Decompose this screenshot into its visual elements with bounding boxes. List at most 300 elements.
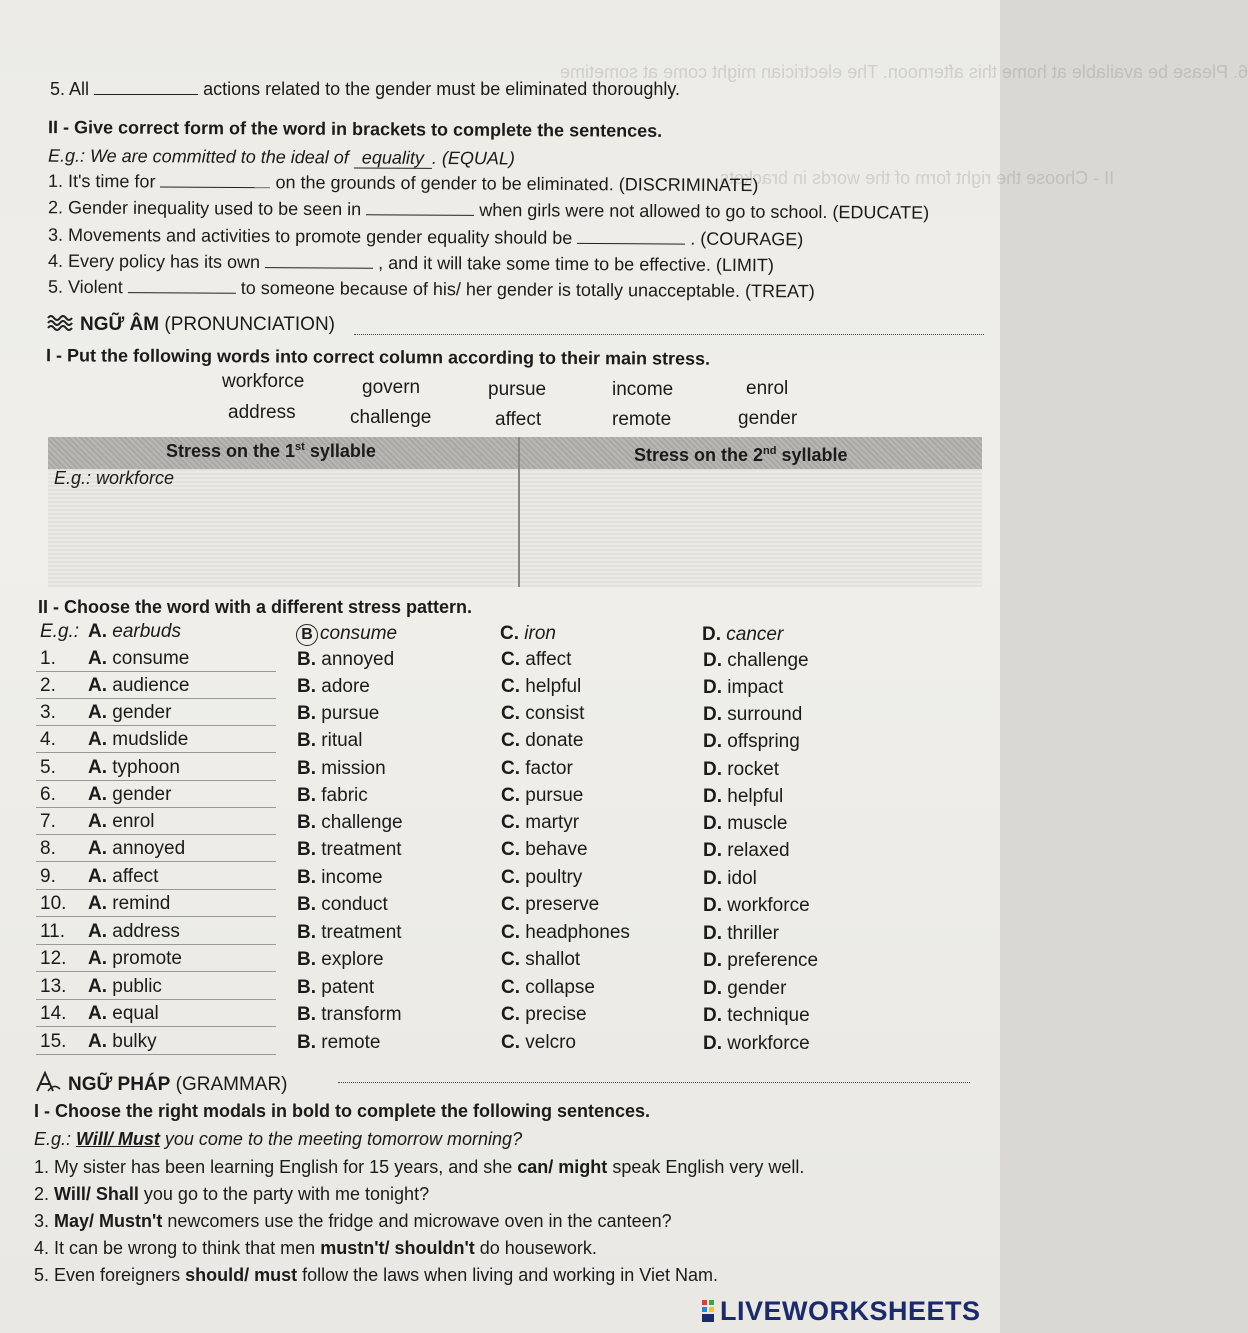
option-word: treatment: [321, 921, 402, 943]
row-rule: [36, 971, 276, 972]
option-word: headphones: [525, 922, 630, 944]
option-c[interactable]: [501, 785, 583, 807]
example-modal: Will/ Must: [76, 1129, 160, 1149]
example-label: E.g.:: [34, 1129, 72, 1149]
option-word: affect: [525, 649, 572, 671]
option-letter: C.: [501, 812, 520, 834]
stress-task-heading: I - Put the following words into correct column according to their main stress.: [45, 345, 711, 369]
liveworksheets-logo: [700, 1296, 981, 1327]
item-text: , and it will take some time to be effective. (LIMIT): [378, 252, 775, 276]
option-b[interactable]: [297, 758, 386, 780]
option-a[interactable]: [88, 976, 162, 998]
row-number-text: 8.: [40, 838, 56, 859]
liveworksheets-logo-icon: [700, 1298, 718, 1324]
modal-item-2: [34, 1183, 429, 1205]
option-word: consume: [320, 623, 398, 644]
option-word: fabric: [321, 784, 368, 806]
modal-choice[interactable]: May/ Mustn't: [54, 1211, 163, 1231]
option-word: ritual: [321, 729, 363, 751]
option-word: address: [112, 921, 180, 942]
option-word: bulky: [112, 1031, 157, 1052]
example-text: E.g.: We are committed to the ideal of: [47, 145, 349, 168]
option-letter: A.: [88, 921, 107, 942]
option-letter: D.: [703, 758, 722, 780]
logo-text: LIVEWORKSHEETS: [720, 1296, 981, 1326]
example-text: . (EQUAL): [431, 147, 515, 169]
header-text: syllable: [776, 445, 848, 465]
option-letter: C.: [500, 623, 519, 644]
option-word: patent: [321, 976, 375, 998]
option-letter: D.: [703, 894, 722, 916]
option-word: cancer: [726, 624, 784, 645]
row-rule: [36, 780, 276, 781]
option-letter: D.: [703, 867, 722, 889]
row-number-text: 1.: [40, 648, 56, 669]
option-c[interactable]: [501, 758, 573, 780]
option-word: remind: [112, 893, 171, 914]
grammar-a-icon: [34, 1071, 62, 1093]
option-word: collapse: [525, 977, 595, 999]
item-text: 3. Movements and activities to promote gender equality should be: [47, 224, 573, 248]
option-d[interactable]: [703, 1005, 810, 1027]
option-letter: A.: [88, 784, 107, 805]
header-text: Stress on the 2: [634, 445, 764, 465]
item-text: 5. Even foreigners: [34, 1265, 181, 1285]
option-c[interactable]: [501, 977, 595, 999]
option-word: idol: [727, 867, 757, 889]
option-word: thriller: [727, 922, 780, 944]
option-letter: D.: [703, 949, 722, 971]
row-rule: [36, 752, 276, 753]
option-d[interactable]: [703, 650, 809, 672]
option-b[interactable]: [297, 839, 402, 861]
top-item: [50, 78, 680, 100]
modal-item-1: [34, 1156, 804, 1178]
option-letter: B.: [297, 729, 316, 751]
answer-blank[interactable]: [160, 173, 270, 189]
example-option-d: [702, 624, 783, 646]
option-letter: D.: [703, 649, 722, 671]
option-letter: D.: [703, 977, 722, 999]
option-word: helpful: [727, 785, 784, 807]
grammar-title: [34, 1071, 288, 1096]
row-number: [40, 976, 66, 998]
word-form-item-1: [48, 170, 759, 196]
option-letter: B.: [297, 757, 316, 779]
bleed-through-text: II - Choose the right form of the words in brackets: [720, 168, 1115, 188]
modal-choice[interactable]: mustn't/ shouldn't: [320, 1238, 475, 1258]
option-word: surround: [727, 703, 803, 725]
option-c[interactable]: [501, 1004, 587, 1026]
option-word: transform: [321, 1003, 402, 1025]
option-b[interactable]: [297, 977, 374, 999]
modal-item-5: [34, 1264, 718, 1286]
word-bank-item: govern: [362, 377, 421, 398]
option-letter: D.: [703, 922, 722, 944]
option-word: pursue: [525, 785, 584, 807]
option-d[interactable]: [703, 1033, 810, 1055]
row-rule: [36, 916, 276, 917]
option-letter: C.: [501, 1004, 520, 1026]
option-letter: D.: [703, 703, 722, 725]
answer-blank[interactable]: [577, 229, 685, 245]
option-c[interactable]: [501, 949, 580, 971]
option-letter: D.: [703, 1032, 722, 1054]
option-letter: A.: [88, 729, 107, 750]
option-a[interactable]: [88, 648, 189, 670]
option-letter: A.: [88, 1003, 107, 1024]
option-letter: C.: [501, 649, 520, 671]
row-number-text: 12.: [40, 948, 67, 969]
option-b[interactable]: [297, 785, 368, 807]
word-bank-item: remote: [612, 409, 672, 430]
option-c[interactable]: [501, 676, 581, 698]
option-word: velcro: [525, 1032, 576, 1054]
option-letter: A.: [88, 702, 107, 723]
option-b[interactable]: [297, 812, 403, 834]
option-word: rocket: [727, 758, 780, 780]
option-word: equal: [112, 1003, 159, 1024]
option-c[interactable]: [501, 649, 571, 671]
option-letter: B.: [297, 838, 316, 860]
row-number: [40, 648, 56, 670]
row-rule: [36, 671, 276, 672]
item-text: when girls were not allowed to go to school. (EDUCATE): [479, 199, 930, 223]
option-letter: A.: [88, 838, 107, 859]
item-text: do housework.: [479, 1238, 597, 1258]
option-word: factor: [525, 758, 573, 780]
option-letter: A.: [88, 976, 107, 997]
item-text: 4. Every policy has its own: [47, 250, 261, 273]
option-letter: D.: [703, 676, 722, 698]
item-text: follow the laws when living and working in Viet Nam.: [302, 1265, 718, 1285]
col-header-second-syllable: [634, 445, 848, 466]
option-letter: C.: [501, 894, 520, 916]
option-d[interactable]: [703, 813, 787, 835]
row-number-text: 7.: [40, 811, 56, 832]
option-d[interactable]: [703, 895, 810, 917]
option-word: consist: [525, 703, 585, 725]
row-rule: [36, 725, 276, 726]
option-a[interactable]: [88, 729, 188, 751]
option-word: annoyed: [321, 648, 395, 670]
option-c[interactable]: [501, 812, 579, 834]
option-b[interactable]: [297, 922, 402, 944]
option-word: promote: [112, 948, 182, 969]
row-number: [40, 784, 56, 806]
word-bank-item: pursue: [488, 379, 547, 400]
option-c[interactable]: [501, 867, 582, 889]
option-letter: B.: [297, 675, 316, 697]
example-answer: equality: [354, 147, 432, 168]
example-option-b-circled: [296, 623, 397, 646]
option-letter: B.: [297, 784, 316, 806]
row-number: [40, 866, 56, 888]
option-letter: B.: [297, 702, 316, 724]
row-number: [40, 948, 66, 970]
option-word: earbuds: [112, 621, 181, 642]
option-c[interactable]: [501, 894, 599, 916]
option-b[interactable]: [297, 1004, 402, 1026]
item-text: 5. All: [50, 79, 90, 99]
item-text: 1. My sister has been learning English for 15 years, and she: [34, 1157, 513, 1177]
divider: [338, 1082, 970, 1083]
option-word: workforce: [727, 894, 810, 916]
option-d[interactable]: [703, 978, 786, 1000]
option-word: conduct: [321, 893, 388, 915]
option-letter: B.: [297, 893, 316, 915]
option-d[interactable]: [703, 950, 818, 972]
row-number-text: 5.: [40, 757, 56, 778]
option-letter: A.: [88, 648, 107, 669]
option-b[interactable]: [297, 676, 370, 698]
row-number: [40, 675, 56, 697]
item-text: you go to the party with me tonight?: [143, 1184, 430, 1204]
col-header-first-syllable: [166, 441, 376, 462]
option-word: helpful: [525, 676, 582, 698]
option-word: offspring: [727, 730, 800, 752]
option-word: adore: [321, 675, 370, 697]
row-rule: [36, 1026, 276, 1027]
item-text: newcomers use the fridge and microwave oven in the canteen?: [167, 1211, 672, 1231]
option-letter: A.: [88, 675, 107, 696]
option-word: gender: [112, 784, 172, 805]
modal-choice[interactable]: Will/ Shall: [54, 1184, 139, 1204]
option-b[interactable]: [297, 703, 379, 725]
option-b[interactable]: [297, 1032, 380, 1054]
row-rule: [36, 1054, 276, 1055]
table-divider: [518, 437, 520, 587]
option-a[interactable]: [88, 948, 182, 970]
row-number: [40, 1003, 66, 1025]
option-letter: D.: [702, 624, 721, 645]
option-a[interactable]: [88, 921, 180, 943]
row-number: [40, 729, 56, 751]
modal-choice[interactable]: should/ must: [185, 1265, 298, 1285]
option-word: remote: [321, 1031, 381, 1053]
word-bank-item: affect: [495, 409, 542, 430]
option-word: annoyed: [112, 838, 186, 859]
option-d[interactable]: [703, 840, 790, 862]
option-letter: C.: [501, 730, 520, 752]
row-number: [40, 757, 56, 779]
option-d[interactable]: [703, 868, 757, 890]
example-label: E.g.:: [40, 621, 80, 642]
option-letter: A.: [88, 948, 107, 969]
option-word: workforce: [727, 1032, 810, 1054]
option-letter: C.: [501, 703, 520, 725]
option-letter: A.: [88, 811, 107, 832]
option-letter: A.: [88, 866, 107, 887]
option-letter: C.: [501, 676, 520, 698]
section-title-en: (PRONUNCIATION): [164, 314, 336, 335]
item-text: to someone because of his/ her gender is totally unacceptable. (TREAT): [240, 277, 815, 302]
answer-blank[interactable]: [128, 278, 236, 294]
option-d[interactable]: [703, 759, 779, 781]
option-letter: D.: [703, 812, 722, 834]
option-word: enrol: [112, 811, 155, 832]
option-word: preserve: [525, 894, 600, 916]
section-title-en: (GRAMMAR): [175, 1074, 288, 1095]
modal-item-4: [34, 1237, 597, 1259]
option-a[interactable]: [88, 702, 171, 724]
answer-blank[interactable]: [366, 200, 474, 216]
option-letter: B.: [297, 976, 316, 998]
option-b[interactable]: [297, 949, 384, 971]
answer-blank[interactable]: [94, 80, 198, 95]
option-letter: B.: [297, 948, 316, 970]
option-word: poultry: [525, 867, 583, 889]
option-a[interactable]: [88, 1031, 157, 1053]
item-text: 1. It's time for: [47, 170, 156, 192]
row-rule: [36, 807, 276, 808]
option-d[interactable]: [703, 704, 802, 726]
word-bank-item: income: [612, 379, 674, 400]
option-b[interactable]: [297, 730, 362, 752]
first-syllable-answer-area[interactable]: [50, 498, 516, 584]
example-option-c: [500, 623, 556, 645]
second-syllable-answer-area[interactable]: [522, 472, 980, 584]
row-rule: [36, 834, 276, 835]
row-number: [40, 838, 56, 860]
option-word: consume: [112, 648, 190, 669]
word-form-item-4: [48, 250, 774, 276]
option-letter: A.: [88, 1031, 107, 1052]
row-number-text: 9.: [40, 866, 56, 887]
option-word: explore: [321, 948, 384, 970]
pronunciation-title: [46, 313, 335, 336]
option-c[interactable]: [501, 703, 584, 725]
row-number-text: 3.: [40, 702, 56, 723]
option-b[interactable]: [297, 649, 394, 671]
option-c[interactable]: [501, 730, 583, 752]
option-word: donate: [525, 730, 584, 752]
option-c[interactable]: [501, 922, 630, 944]
option-c[interactable]: [501, 1032, 576, 1054]
header-sup: st: [295, 441, 305, 453]
option-d[interactable]: [703, 786, 783, 808]
option-letter: D.: [703, 730, 722, 752]
word-form-item-3: [48, 224, 803, 251]
option-letter: B.: [297, 1031, 316, 1053]
item-text: 3.: [34, 1211, 50, 1231]
option-d[interactable]: [703, 923, 779, 945]
option-a[interactable]: [88, 1003, 159, 1025]
item-text: on the grounds of gender to be eliminated. (DISCRIMINATE): [275, 172, 759, 196]
option-word: gender: [112, 702, 172, 723]
different-stress-heading: II - Choose the word with a different stress pattern.: [38, 597, 473, 617]
row-rule: [36, 889, 276, 890]
row-number-text: 13.: [40, 976, 67, 997]
word-bank-item: gender: [738, 408, 798, 429]
option-b[interactable]: [297, 894, 388, 916]
option-word: public: [112, 976, 162, 997]
word-form-example: [48, 145, 515, 170]
option-word: challenge: [727, 649, 809, 671]
option-a[interactable]: [88, 838, 185, 860]
header-text: Stress on the 1: [166, 441, 296, 461]
row-number: [40, 1031, 66, 1053]
item-text: 5. Violent: [47, 276, 123, 298]
item-text: 4. It can be wrong to think that men: [34, 1238, 316, 1258]
word-bank-item: challenge: [350, 407, 432, 428]
option-letter: A.: [88, 621, 107, 642]
option-a[interactable]: [88, 757, 180, 779]
header-sup: nd: [763, 445, 777, 457]
option-c[interactable]: [501, 839, 588, 861]
row-rule: [36, 999, 276, 1000]
word-form-item-2: [48, 196, 929, 223]
option-a[interactable]: [88, 893, 170, 915]
row-number-text: 14.: [40, 1003, 67, 1024]
option-d[interactable]: [703, 677, 783, 699]
option-letter: C.: [501, 949, 520, 971]
modal-choice[interactable]: can/ might: [517, 1157, 608, 1177]
row-number: [40, 702, 56, 724]
row-rule: [36, 861, 276, 862]
option-b[interactable]: [297, 867, 383, 889]
row-number-text: 4.: [40, 729, 56, 750]
row-number: [40, 811, 56, 833]
option-letter: C.: [501, 1032, 520, 1054]
option-letter: C.: [501, 758, 520, 780]
section-title-vn: NGỮ PHÁP: [68, 1074, 171, 1095]
option-word: audience: [112, 675, 190, 696]
word-bank-item: workforce: [222, 371, 305, 392]
option-letter: A.: [88, 757, 107, 778]
modals-heading: I - Choose the right modals in bold to complete the following sentences.: [34, 1101, 651, 1121]
option-word: preference: [727, 949, 819, 971]
option-letter: B.: [297, 866, 316, 888]
option-word: pursue: [321, 702, 380, 724]
option-letter: C.: [501, 785, 520, 807]
option-word: challenge: [321, 811, 403, 833]
item-text: . (COURAGE): [690, 228, 804, 250]
option-d[interactable]: [703, 731, 800, 753]
option-word: gender: [727, 977, 787, 999]
row-number-text: 6.: [40, 784, 56, 805]
option-a[interactable]: [88, 866, 158, 888]
row-number-text: 15.: [40, 1031, 67, 1052]
option-word: relaxed: [727, 839, 790, 861]
item-text: actions related to the gender must be eliminated thoroughly.: [203, 79, 681, 99]
row-number: [40, 921, 65, 943]
option-word: impact: [727, 676, 784, 698]
option-letter: B.: [297, 811, 316, 833]
row-number-text: 11.: [40, 921, 66, 942]
option-letter: B.: [297, 921, 316, 943]
word-form-heading: II - Give correct form of the word in brackets to complete the sentences.: [47, 117, 663, 141]
col1-example: E.g.: workforce: [54, 468, 175, 488]
word-bank-item: address: [228, 402, 296, 423]
option-word: mudslide: [112, 729, 189, 750]
item-text: 2. Gender inequality used to be seen in: [47, 197, 362, 220]
option-letter: B.: [297, 1003, 316, 1025]
option-letter: C.: [501, 977, 520, 999]
option-word: income: [321, 866, 383, 888]
word-form-item-5: [48, 276, 815, 303]
answer-blank[interactable]: [265, 253, 373, 269]
option-a[interactable]: [88, 675, 189, 697]
option-a[interactable]: [88, 784, 171, 806]
option-letter: A.: [88, 893, 107, 914]
option-letter: C.: [501, 839, 520, 861]
option-word: typhoon: [112, 757, 180, 778]
option-word: mission: [321, 757, 386, 779]
option-a[interactable]: [88, 811, 155, 833]
row-number-text: 2.: [40, 675, 56, 696]
example-option-a: [88, 621, 181, 643]
